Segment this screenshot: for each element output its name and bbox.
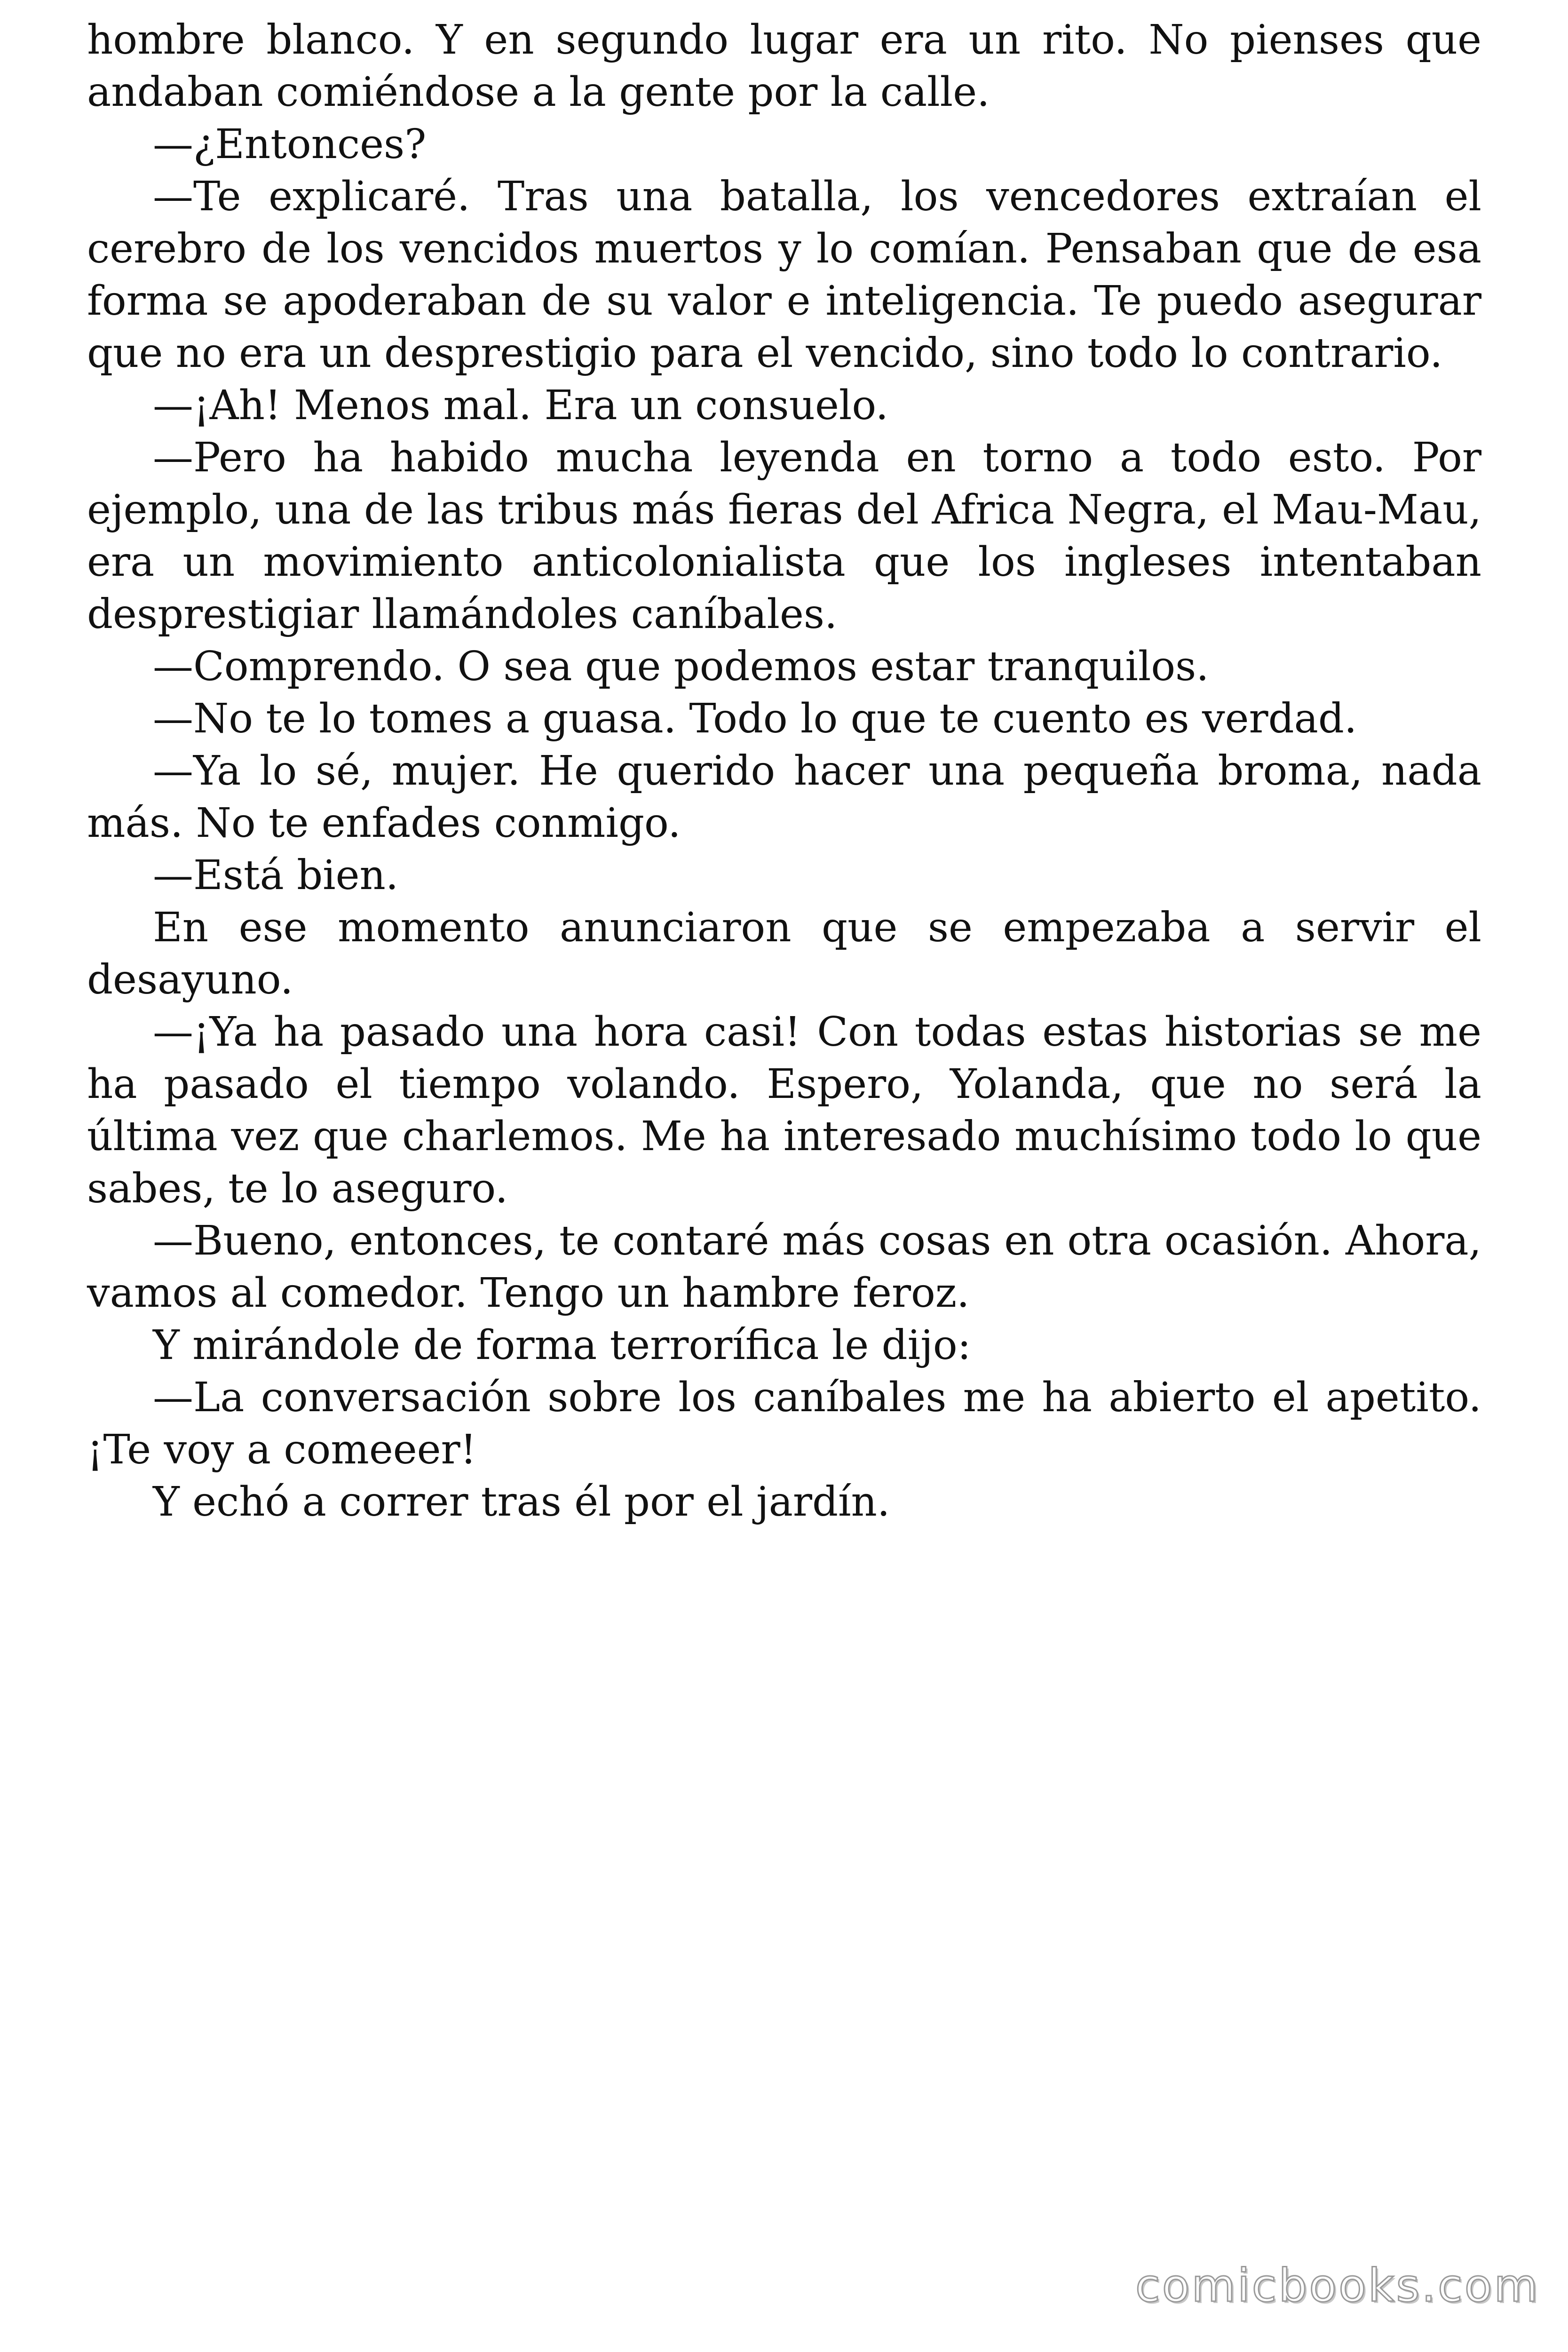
watermark: comicbooks.com: [1135, 2259, 1540, 2312]
paragraph: —Pero ha habido mucha leyenda en torno a todo esto. Por ejemplo, una de las tribus más fieras del Africa Negra, el Mau-Mau, era un movimiento anticolonialista que los ingleses intentaban desprestigiar llamándoles caníbales.: [87, 434, 1481, 638]
paragraph: hombre blanco. Y en segundo lugar era un rito. No pienses que andaban comiéndose a la gente por la calle.: [87, 16, 1481, 116]
paragraph: —Te explicaré. Tras una batalla, los vencedores extraían el cerebro de los vencidos muertos y lo comían. Pensaban que de esa forma se apoderaban de su valor e inteligencia. Te puedo asegurar que no era un desprestigio para el vencido, sino todo lo contrario.: [87, 173, 1481, 377]
paragraph: —Está bien.: [153, 852, 399, 899]
page-text: [87, 14, 1481, 1528]
paragraph: —No te lo tomes a guasa. Todo lo que te cuento es verdad.: [153, 695, 1357, 742]
paragraph: Y echó a correr tras él por el jardín.: [153, 1478, 890, 1526]
paragraph: —Ya lo sé, mujer. He querido hacer una pequeña broma, nada más. No te enfades conmigo.: [87, 747, 1481, 847]
paragraph: En ese momento anunciaron que se empezaba a servir el desayuno.: [87, 904, 1481, 1003]
paragraph: —Bueno, entonces, te contaré más cosas en otra ocasión. Ahora, vamos al comedor. Tengo un hambre feroz.: [87, 1217, 1481, 1317]
paragraph: —¡Ah! Menos mal. Era un consuelo.: [153, 382, 888, 429]
paragraph: —¿Entonces?: [153, 121, 427, 168]
paragraph: —Comprendo. O sea que podemos estar tranquilos.: [153, 643, 1209, 690]
paragraph: Y mirándole de forma terrorífica le dijo:: [153, 1322, 971, 1369]
paragraph: —La conversación sobre los caníbales me ha abierto el apetito. ¡Te voy a comeeer!: [87, 1374, 1481, 1473]
paragraph: —¡Ya ha pasado una hora casi! Con todas estas historias se me ha pasado el tiempo volando. Espero, Yolanda, que no será la última vez que charlemos. Me ha interesado muchísimo todo lo que sabes, te lo aseguro.: [87, 1009, 1481, 1212]
